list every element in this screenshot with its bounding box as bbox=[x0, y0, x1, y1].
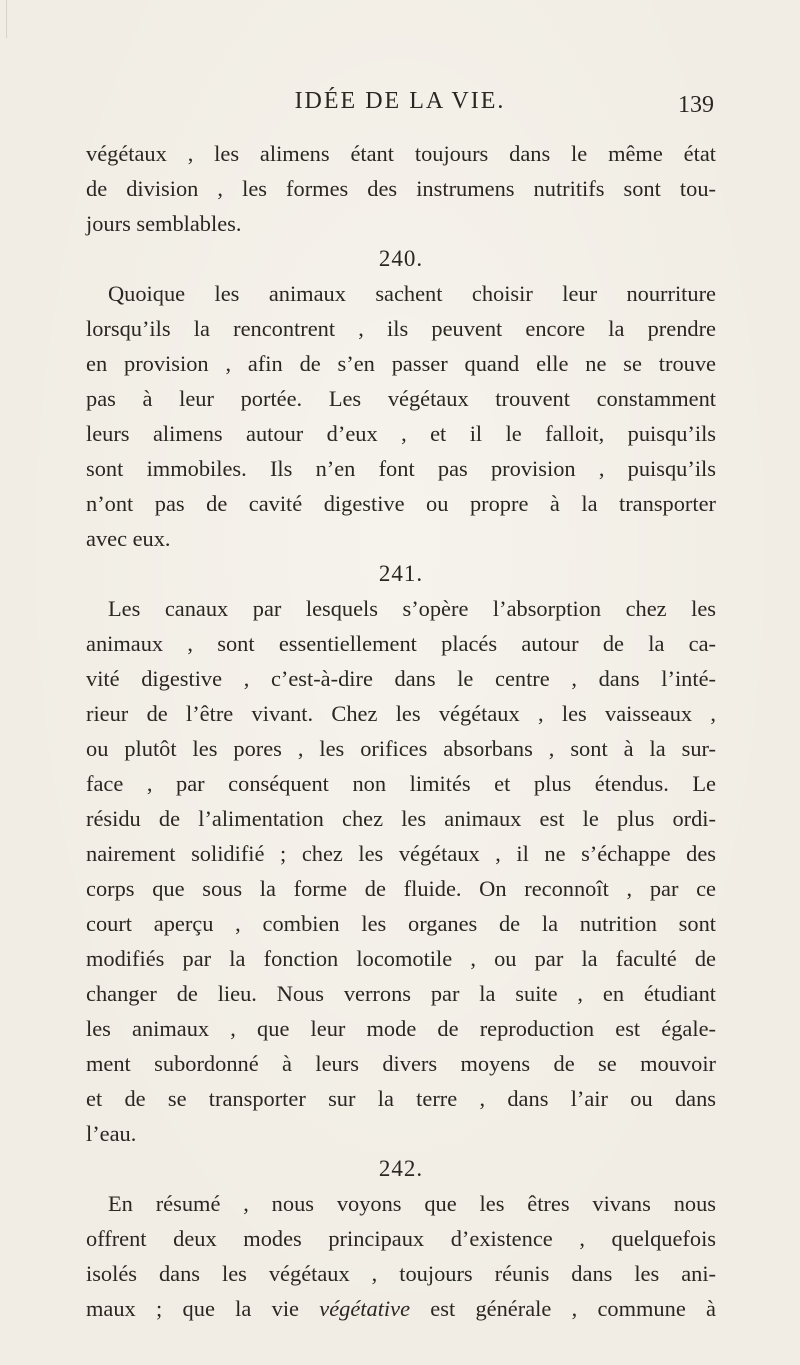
page-number: 139 bbox=[678, 92, 714, 118]
text-line: face , par conséquent non limités et plus étendus. Le bbox=[86, 771, 716, 796]
text-line: l’eau. bbox=[86, 1121, 137, 1146]
italic-term: végétative bbox=[319, 1296, 411, 1321]
text-line: isolés dans les végétaux , toujours réunis dans les ani- bbox=[86, 1261, 716, 1286]
section-number: 240. bbox=[378, 246, 424, 271]
page-header bbox=[0, 88, 800, 128]
text-line: de division , les formes des instrumens nutritifs sont tou- bbox=[86, 176, 716, 201]
text-line: nairement solidifié ; chez les végétaux , il ne s’échappe des bbox=[86, 841, 716, 866]
text-line: Quoique les animaux sachent choisir leur nourriture bbox=[108, 281, 716, 306]
text-line: changer de lieu. Nous verrons par la suite , en étudiant bbox=[86, 981, 716, 1006]
text-line: et de se transporter sur la terre , dans l’air ou dans bbox=[86, 1086, 716, 1111]
text-line: rieur de l’être vivant. Chez les végétaux , les vaisseaux , bbox=[86, 701, 716, 726]
body-text bbox=[86, 136, 716, 1326]
text-line: court aperçu , combien les organes de la nutrition sont bbox=[86, 911, 716, 936]
text-line: leurs alimens autour d’eux , et il le falloit, puisqu’ils bbox=[86, 421, 716, 446]
running-title: IDÉE DE LA VIE. bbox=[294, 88, 506, 114]
text-line: pas à leur portée. Les végétaux trouvent constamment bbox=[86, 386, 716, 411]
text-line: corps que sous la forme de fluide. On reconnoît , par ce bbox=[86, 876, 716, 901]
text-line: végétaux , les alimens étant toujours dans le même état bbox=[86, 141, 716, 166]
text-line: maux ; que la vie végétative est générale , commune à bbox=[86, 1296, 716, 1321]
text-line: vité digestive , c’est-à-dire dans le centre , dans l’inté- bbox=[86, 666, 716, 691]
text-line: les animaux , que leur mode de reproduction est égale- bbox=[86, 1016, 716, 1041]
text-line: n’ont pas de cavité digestive ou propre à la transporter bbox=[86, 491, 716, 516]
text-line: sont immobiles. Ils n’en font pas provision , puisqu’ils bbox=[86, 456, 716, 481]
text-line: résidu de l’alimentation chez les animaux est le plus ordi- bbox=[86, 806, 716, 831]
section-number: 241. bbox=[378, 561, 424, 586]
text-line: ment subordonné à leurs divers moyens de se mouvoir bbox=[86, 1051, 716, 1076]
text-line: jours semblables. bbox=[86, 211, 242, 236]
section-number: 242. bbox=[378, 1156, 424, 1181]
page-edge bbox=[0, 0, 7, 38]
text-line: ou plutôt les pores , les orifices absorbans , sont à la sur- bbox=[86, 736, 716, 761]
text-line: En résumé , nous voyons que les êtres vivans nous bbox=[108, 1191, 716, 1216]
text-line: en provision , afin de s’en passer quand elle ne se trouve bbox=[86, 351, 716, 376]
text-line: animaux , sont essentiellement placés autour de la ca- bbox=[86, 631, 716, 656]
text-line: lorsqu’ils la rencontrent , ils peuvent encore la prendre bbox=[86, 316, 716, 341]
text-line: avec eux. bbox=[86, 526, 171, 551]
text-line: Les canaux par lesquels s’opère l’absorption chez les bbox=[108, 596, 716, 621]
text-line: modifiés par la fonction locomotile , ou par la faculté de bbox=[86, 946, 716, 971]
text-line: offrent deux modes principaux d’existence , quelquefois bbox=[86, 1226, 716, 1251]
